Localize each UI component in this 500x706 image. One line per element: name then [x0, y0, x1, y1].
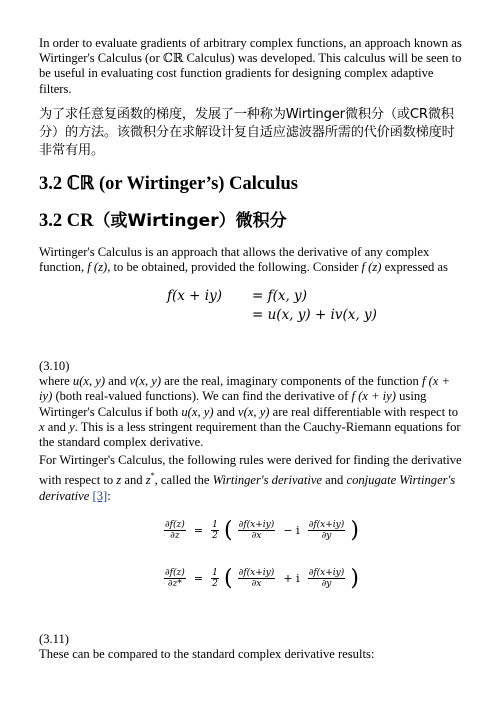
conjugate-wirtinger-derivative-term: conjugate Wirtinger's derivative	[39, 473, 456, 503]
para2-v2: v(x, y)	[238, 404, 270, 419]
para3-and2: and	[322, 473, 347, 488]
para3-z: z	[116, 473, 122, 488]
deriv1-term1	[238, 520, 276, 541]
para1-text-a: Wirtinger's Calculus is an approach that allows the derivative of any complex function,	[39, 244, 430, 275]
para2-text-e: are real differentiable with respect to	[269, 404, 459, 419]
para2-text-a: where	[39, 374, 73, 389]
intro-paragraph-zh: 为了求任意复函数的梯度，发展了一种称为Wirtinger微积分（或CR微积分）的方法。该微积分在求解设计复自适应滤波器所需的代价函数梯度时非常有用。	[39, 106, 455, 158]
deriv1-term2	[308, 520, 346, 541]
deriv2-lhs-den: ∂z*	[167, 578, 182, 589]
para2-and3: and	[44, 419, 70, 434]
deriv1-t2-num: ∂f(x+iy)	[308, 519, 345, 530]
para2-text-c: (both real-valued functions). We can find the derivative of	[52, 389, 352, 404]
para3-and1: and	[121, 473, 146, 488]
deriv2-term1	[238, 568, 276, 589]
wirtinger-intro-paragraph	[39, 245, 463, 275]
deriv2-right-paren: )	[350, 565, 359, 591]
equation-3-10	[39, 281, 463, 337]
para1-fz: f (z)	[87, 260, 108, 275]
para2-f: f (x + iy)	[39, 374, 451, 404]
para2-x: x	[39, 419, 45, 434]
deriv1-expression	[164, 518, 359, 543]
eq-line1-rhs: = f(x, y)	[252, 288, 307, 305]
para2-f2: f (x + iy)	[351, 389, 396, 404]
section-heading-zh	[39, 210, 463, 232]
deriv2-half-num: 1	[212, 567, 218, 578]
deriv2-equals: =	[193, 571, 204, 585]
deriv2-lhs-num: ∂f(z)	[165, 567, 185, 578]
deriv1-half	[211, 520, 219, 541]
eq-line1-lhs: f(x + iy)	[167, 288, 222, 305]
para1-fz2: f (z)	[361, 260, 382, 275]
deriv2-expression	[164, 566, 359, 591]
components-paragraph	[39, 374, 463, 450]
para2-u: u(x, y)	[72, 374, 106, 389]
wirtinger-derivative-equation	[39, 514, 463, 564]
heading-zh-cjk: （或Wirtinger）微积分	[93, 210, 287, 231]
conjugate-wirtinger-derivative-equation	[39, 564, 463, 614]
para3-colon: :	[107, 488, 111, 503]
para3-text-a: For Wirtinger's Calculus, the following rules were derived for finding the derivative with respect to	[39, 453, 462, 488]
wirtinger-derivative-term: Wirtinger's derivative	[212, 473, 323, 488]
closing-paragraph: These can be compared to the standard complex derivative results:	[39, 646, 375, 661]
deriv2-half-den: 2	[212, 578, 218, 589]
para2-text-end: . This is a less stringent requirement than the Cauchy-Riemann equations for the standard complex derivative.	[39, 419, 461, 450]
deriv2-t2-den: ∂y	[321, 578, 332, 589]
deriv2-half	[211, 568, 219, 589]
deriv2-lhs-fraction	[164, 568, 186, 589]
heading-zh-prefix: 3.2 CR	[39, 210, 94, 231]
para2-u2: u(x, y)	[181, 404, 214, 419]
para2-v: v(x, y)	[129, 374, 162, 389]
para2-text-b: are the real, imaginary components of the function	[161, 374, 422, 389]
deriv2-t1-num: ∂f(x+iy)	[238, 567, 275, 578]
para1-text-b: , to be obtained, provided the following. Consider	[107, 260, 362, 275]
para3-star: *	[150, 471, 155, 481]
deriv1-lhs-fraction	[164, 520, 186, 541]
deriv1-half-num: 1	[212, 519, 218, 530]
document-page	[39, 36, 463, 662]
para3-zstar: z	[145, 473, 151, 488]
deriv1-half-den: 2	[212, 530, 218, 541]
intro-paragraph-en: In order to evaluate gradients of arbitrary complex functions, an approach known as Wirtinger's Calculus (or ℂℝ Calculus) was developed. This calculus will be seen to be useful in evaluating cost function gradients for designing complex adaptive filters.	[39, 36, 462, 96]
deriv2-t2-num: ∂f(x+iy)	[308, 567, 345, 578]
para2-and2: and	[213, 404, 239, 419]
eq-line2-rhs: = u(x, y) + iv(x, y)	[252, 307, 377, 324]
deriv1-t2-den: ∂y	[321, 530, 332, 541]
equation-number-3-10: (3.10)	[39, 359, 70, 374]
rules-paragraph	[39, 453, 463, 504]
deriv1-right-paren: )	[350, 517, 359, 543]
para1-text-c: expressed as	[381, 260, 448, 275]
deriv2-t1-den: ∂x	[251, 578, 262, 589]
deriv1-operator: − i	[283, 523, 300, 537]
para2-text-d: using Wirtinger's Calculus if both	[39, 389, 427, 419]
deriv1-left-paren: (	[223, 517, 233, 543]
deriv1-equals: =	[193, 523, 204, 537]
para2-and1: and	[105, 374, 130, 389]
deriv1-t1-den: ∂x	[251, 530, 262, 541]
deriv2-left-paren: (	[223, 565, 233, 591]
deriv2-term2	[308, 568, 346, 589]
para2-y: y	[69, 419, 75, 434]
section-heading-en: 3.2 ℂℝ (or Wirtinger’s) Calculus	[39, 173, 298, 194]
equation-number-3-11: (3.11)	[39, 631, 69, 646]
deriv2-operator: + i	[283, 571, 300, 585]
para3-text-b: , called the	[154, 473, 213, 488]
citation-link[interactable]: [3]	[92, 488, 108, 503]
deriv1-lhs-num: ∂f(z)	[165, 519, 185, 530]
deriv1-t1-num: ∂f(x+iy)	[238, 519, 275, 530]
deriv1-lhs-den: ∂z	[170, 530, 180, 541]
